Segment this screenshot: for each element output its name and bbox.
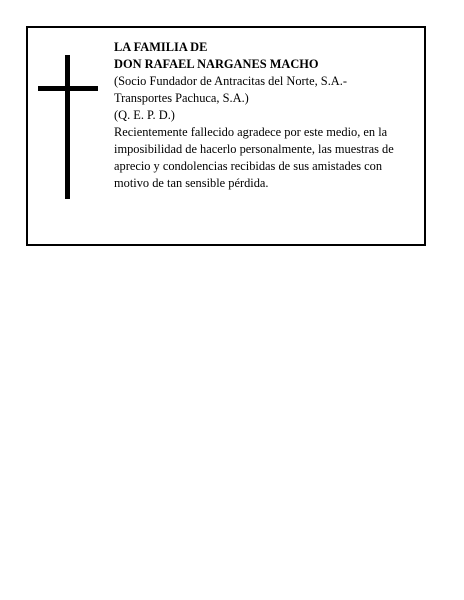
notice-heading-line1: LA FAMILIA DE [114,40,208,54]
cross-horizontal-bar [38,86,98,91]
affiliation-line1: (Socio Fundador de Antracitas del Norte, S.A.- [114,74,347,88]
rip-line: (Q. E. P. D.) [114,108,175,122]
obituary-notice [26,26,426,246]
cross-vertical-bar [65,55,70,199]
notice-heading-line2: DON RAFAEL NARGANES MACHO [114,57,319,71]
affiliation-line2: Transportes Pachuca, S.A.) [114,91,249,105]
gratitude-message: Recientemente fallecido agradece por este medio, en la imposibilidad de hacerlo personalmente, las muestras de aprecio y condolencias recibidas de sus amistades con motivo de tan sensible pérdida. [114,125,394,190]
cross-icon [38,55,98,199]
notice-text [114,39,420,192]
